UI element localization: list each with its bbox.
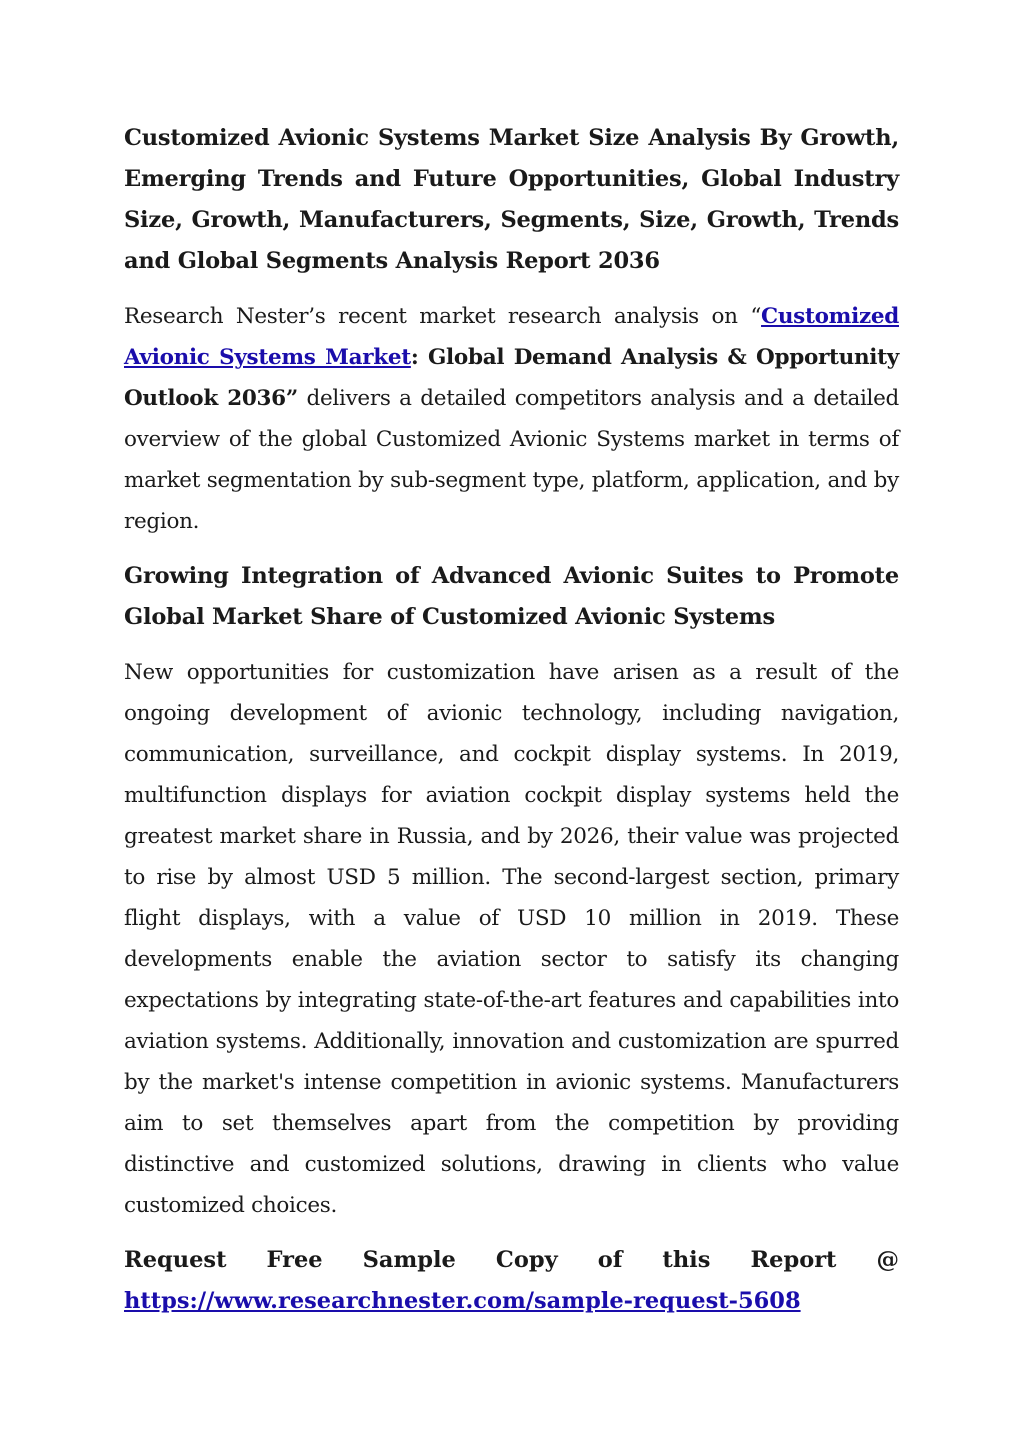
section-heading: Growing Integration of Advanced Avionic Suites to Promote Global Market Share of Customized Avionic Systems [124,563,899,630]
document-title: Customized Avionic Systems Market Size Analysis By Growth, Emerging Trends and Future Opportunities, Global Industry Size, Growth, Manufacturers, Segments, Size, Growth, Trends and Global Segments Analysis Report 2036 [124,125,899,274]
sample-request-label: Request Free Sample Copy of this Report @ [124,1247,899,1273]
document-page [124,118,899,1322]
sample-request-link[interactable]: https://www.researchnester.com/sample-request-5608 [124,1288,801,1314]
intro-lead: Research Nester’s recent market research analysis on “ [124,304,762,329]
intro-rest: delivers a detailed competitors analysis and a detailed overview of the global Customized Avionic Systems market in terms of market segmentation by sub-segment type, platform, application, and by region. [124,386,900,534]
market-report-link[interactable]: Customized Avionic Systems Market [124,304,899,370]
body-paragraph: New opportunities for customization have arisen as a result of the ongoing development of avionic technology, including navigation, communication, surveillance, and cockpit display systems. In 2019, multifunction displays for aviation cockpit display systems held the greatest market share in Russia, and by 2026, their value was projected to rise by almost USD 5 million. The second-largest section, primary flight displays, with a value of USD 10 million in 2019. These developments enable the aviation sector to satisfy its changing expectations by integrating state-of-the-art features and capabilities into aviation systems. Additionally, innovation and customization are spurred by the market's intense competition in avionic systems. Manufacturers aim to set themselves apart from the competition by providing distinctive and customized solutions, drawing in clients who value customized choices. [124,660,899,1218]
intro-report-title-tail: : Global Demand Analysis & Opportunity Outlook 2036” [124,345,899,411]
intro-paragraph [124,296,899,542]
